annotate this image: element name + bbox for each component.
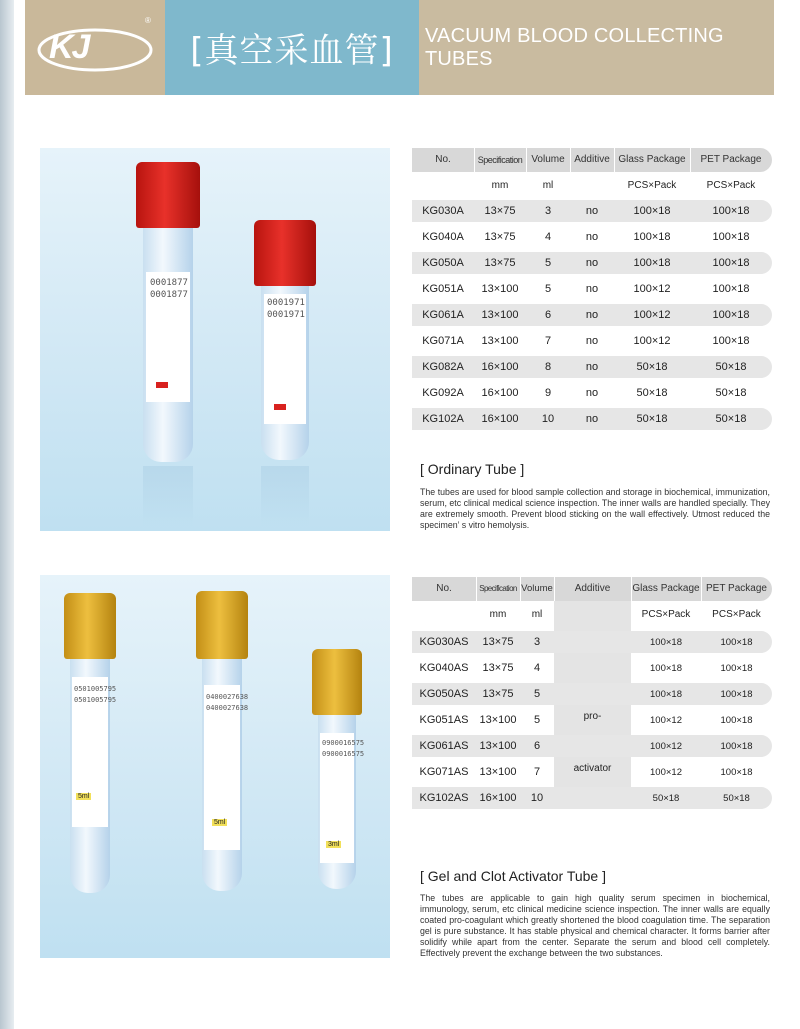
col-header: Volume [521,583,553,594]
table-cell: 100×18 [650,688,682,700]
logo-swoosh-icon [25,0,165,95]
header-banner [25,0,774,95]
table-cell: KG050AS [419,688,469,700]
col-header: PET Package [700,154,762,165]
ordinary-tube-photo [40,148,390,531]
red-mark [156,382,168,388]
col-header: No. [436,583,452,594]
table-row [412,657,772,679]
table-row [412,761,772,783]
table-cell: 13×75 [482,636,514,648]
unit: mm [489,609,507,620]
red-cap-tube-short [254,220,316,460]
table-cell: no [585,205,599,217]
table-cell: 13×75 [484,257,516,269]
table-cell: no [585,335,599,347]
table-cell: 6 [533,740,541,752]
table-cell: no [585,309,599,321]
barcode-text: 0001877 [150,290,188,300]
table-cell: 5 [544,257,552,269]
table-cell: 100×18 [712,283,750,295]
table-cell: KG030A [422,205,464,217]
table-cell: KG051AS [419,714,469,726]
title-cn: [真空采血管] [190,31,394,71]
table-cell: KG092A [422,387,464,399]
unit: PCS×Pack [641,609,691,620]
table-cell: 100×18 [720,766,753,778]
col-header: Volume [531,154,565,165]
table-cell: 13×100 [481,283,519,295]
table-cell: KG102AS [419,792,469,804]
table-cell: 100×12 [650,714,682,726]
red-cap [136,162,200,228]
red-mark [274,404,286,410]
red-cap [254,220,316,286]
table-cell: KG071AS [419,766,469,778]
table-cell: 16×100 [481,361,519,373]
table-cell: KG030AS [419,636,469,648]
table-cell: 50×18 [715,413,747,425]
additive-line: activator [573,763,612,774]
units-row [412,609,772,623]
table-cell: 100×18 [633,257,671,269]
table-cell: 100×18 [720,636,753,648]
col-header: Specification [479,584,517,593]
table-cell: 5 [533,688,541,700]
table-cell: 7 [544,335,552,347]
table-cell: KG071A [422,335,464,347]
col-header: Additive [574,154,610,165]
table-row [412,382,772,404]
table-cell: 100×12 [633,309,671,321]
table-row [412,735,772,757]
table-cell: 13×100 [479,740,517,752]
registered-mark: ® [145,16,151,25]
table-cell: 100×18 [720,688,753,700]
table-cell: 13×75 [484,231,516,243]
red-cap-tube-tall [136,162,200,462]
tube-label [264,294,306,424]
barcode-text: 0900016575 [322,750,365,758]
table-cell: 100×18 [712,309,750,321]
table-row [412,252,772,274]
tube-label [204,685,249,850]
table-cell: KG040A [422,231,464,243]
page-edge-shadow [0,0,14,1029]
col-header: Specification [477,155,523,165]
col-header: Additive [574,583,611,594]
table-cell: KG082A [422,361,464,373]
table-row [412,330,772,352]
table-cell: KG040AS [419,662,469,674]
table-row [412,278,772,300]
table-row [412,683,772,705]
table-header [412,148,772,172]
table-cell: 16×100 [479,792,517,804]
section-title-ordinary: [ Ordinary Tube ] [420,461,525,477]
table-cell: no [585,283,599,295]
ordinary-tube-table [412,148,772,433]
tube-reflection [143,466,193,526]
yellow-cap-tube-3 [312,649,365,889]
table-cell: 13×100 [481,309,519,321]
yellow-cap [312,649,362,715]
unit: PCS×Pack [627,180,677,191]
table-cell: 100×12 [633,283,671,295]
table-cell: KG061A [422,309,464,321]
table-cell: no [585,231,599,243]
barcode-text: 0400027638 [206,693,249,701]
section-text-ordinary: The tubes are used for blood sample collection and storage in biochemical, immunization, serum, etc clinical medical science inspection. The inner walls are handled specially. They are extremely smooth. Prevent blood sticking on the wall effectively. Utmost reduced the specimen’ s vitro hemolysis. [420,487,770,530]
col-header: No. [435,154,451,165]
table-cell: 13×100 [479,766,517,778]
yellow-cap-tube-1 [64,593,116,893]
table-cell: 100×18 [720,662,753,674]
table-cell: 100×18 [712,231,750,243]
table-row [412,304,772,326]
table-cell: KG102A [422,413,464,425]
logo-text: KJ [49,28,89,66]
table-cell: KG051A [422,283,464,295]
section-text-gel-clot: The tubes are applicable to gain high quality serum specimen in biochemical, immunology, serum, etc clinical medicine science inspection. The inner walls are equally coated pro-coagulant which greatly shortened the blood coagulation time. The separation gel is pure substance. It has stable physical and chemical character. It forms barrier after solidify while apart from the center. Separate the serum and blood cell completely. Effectively prevent the exchange between the two substances. [420,893,770,958]
tube-reflection [261,466,309,526]
table-cell: 50×18 [636,413,668,425]
table-cell: 50×18 [715,387,747,399]
table-cell: 50×18 [636,361,668,373]
title-en: VACUUM BLOOD COLLECTING TUBES [425,24,724,70]
table-cell: 100×18 [712,205,750,217]
table-cell: no [585,387,599,399]
table-cell: KG050A [422,257,464,269]
barcode-text: 0001971 [267,310,305,320]
table-cell: 5 [533,714,541,726]
table-cell: 3 [544,205,552,217]
table-cell: no [585,257,599,269]
table-cell: 100×18 [720,740,753,752]
table-cell: 9 [544,387,552,399]
unit: ml [542,180,554,191]
barcode-text: 0001877 [150,278,188,288]
table-cell: 50×18 [723,792,750,804]
table-cell: 100×18 [712,335,750,347]
table-cell: 6 [544,309,552,321]
barcode-text: 0001971 [267,298,305,308]
table-header [412,577,772,601]
yellow-cap [64,593,116,659]
volume-mark: 3ml [328,841,340,848]
table-cell: 100×12 [650,766,682,778]
table-cell: 100×18 [633,231,671,243]
barcode-text: 0501005795 [74,685,117,693]
table-row [412,200,772,222]
table-cell: 5 [544,283,552,295]
yellow-cap-tube-2 [196,591,248,891]
table-cell: 13×75 [482,662,514,674]
table-cell: 16×100 [481,387,519,399]
table-cell: 7 [533,766,541,778]
table-cell: 100×18 [650,662,682,674]
yellow-cap [196,591,248,659]
unit: ml [531,609,543,620]
unit: PCS×Pack [706,180,756,191]
tube-label [146,272,190,402]
barcode-text: 0501005795 [74,696,117,704]
table-cell: no [585,361,599,373]
table-cell: 4 [544,231,552,243]
table-row [412,709,772,731]
table-cell: 50×18 [652,792,680,804]
gel-clot-tube-table [412,577,772,812]
col-header: Glass Package [632,583,700,594]
tube-label [72,677,117,827]
barcode-text: 0400027638 [206,704,249,712]
table-cell: KG061AS [419,740,469,752]
title-cn-block [165,0,419,95]
barcode-text: 0900016575 [322,739,365,747]
table-cell: 100×18 [712,257,750,269]
table-cell: 10 [530,792,544,804]
table-cell: 100×18 [650,636,682,648]
section-title-gel-clot: [ Gel and Clot Activator Tube ] [420,868,606,884]
volume-mark: 5ml [78,793,90,800]
table-cell: 13×75 [482,688,514,700]
unit: PCS×Pack [712,609,761,620]
table-cell: 16×100 [481,413,519,425]
table-cell: 8 [544,361,552,373]
table-cell: 3 [533,636,541,648]
tube-label [320,733,365,863]
table-cell: no [585,413,599,425]
table-row [412,787,772,809]
table-cell: 13×75 [484,205,516,217]
table-cell: 100×18 [720,714,753,726]
table-row [412,356,772,378]
gel-clot-tube-photo [40,575,390,958]
units-row [412,180,772,194]
table-cell: 4 [533,662,541,674]
table-row [412,631,772,653]
table-cell: 50×18 [715,361,747,373]
table-cell: 100×18 [633,205,671,217]
brand-logo [25,0,165,95]
table-row [412,408,772,430]
table-cell: 100×12 [633,335,671,347]
col-header: PET Package [706,583,767,594]
table-cell: 13×100 [481,335,519,347]
col-header: Glass Package [618,154,686,165]
additive-line: pro- [583,711,602,722]
table-cell: 100×12 [650,740,682,752]
table-cell: 50×18 [636,387,668,399]
table-row [412,226,772,248]
table-cell: 13×100 [479,714,517,726]
unit: mm [491,180,509,191]
title-en-block [419,0,774,95]
table-cell: 10 [541,413,555,425]
volume-mark: 5ml [214,819,226,826]
